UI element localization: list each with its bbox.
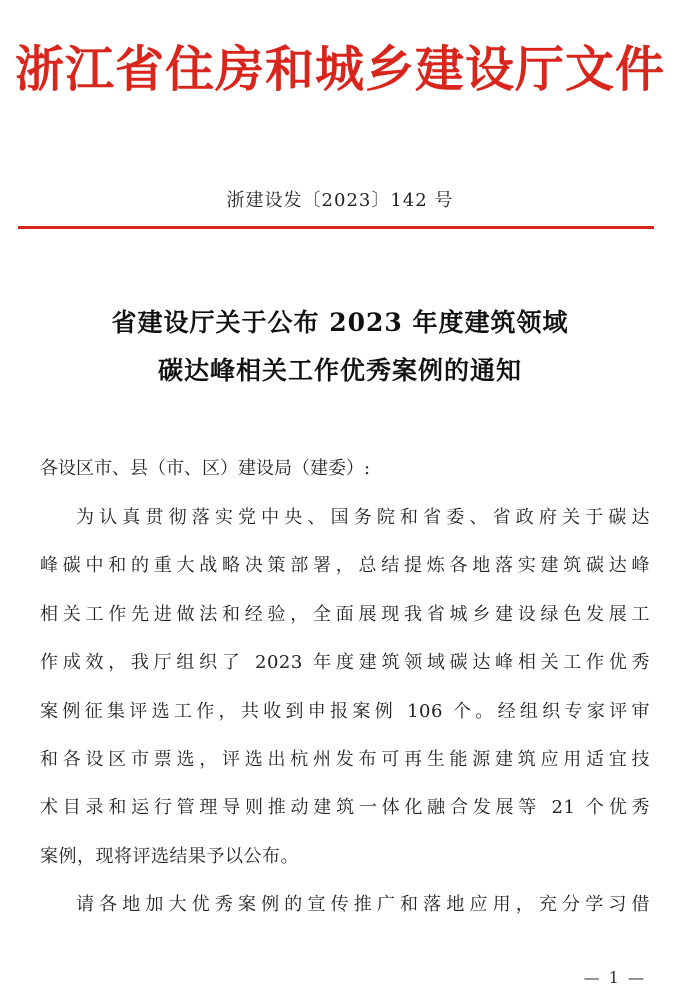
body-line: 和各设区市票选，评选出杭州发布可再生能源建筑应用适宜技 (40, 749, 650, 770)
document-number: 浙建设发〔2023〕142 号 (226, 190, 454, 211)
body-line: 相关工作先进做法和经验，全面展现我省城乡建设绿色发展工 (40, 604, 650, 625)
addressee: 各设区市、县（市、区）建设局（建委）: (40, 458, 371, 479)
red-separator-line (18, 226, 654, 229)
body-line: 作成效，我厅组织了 2023 年度建筑领域碳达峰相关工作优秀 (40, 652, 650, 673)
title-line-1: 省建设厅关于公布 2023 年度建筑领域 (111, 308, 569, 337)
body-line: 峰碳中和的重大战略决策部署，总结提炼各地落实建筑碳达峰 (40, 555, 650, 576)
body-line: 术目录和运行管理导则推动建筑一体化融合发展等 21 个优秀 (40, 797, 650, 818)
page-number: — 1 — (583, 968, 646, 987)
body-line: 案例征集评选工作，共收到申报案例 106 个。经组织专家评审 (40, 701, 650, 722)
body-line: 案例，现将评选结果予以公布。 (40, 846, 299, 867)
issuer-masthead: 浙江省住房和城乡建设厅文件 (14, 41, 665, 98)
title-line-2: 碳达峰相关工作优秀案例的通知 (157, 356, 522, 385)
body-line: 为认真贯彻落实党中央、国务院和省委、省政府关于碳达 (76, 507, 650, 528)
body-line: 请各地加大优秀案例的宣传推广和落地应用，充分学习借 (76, 894, 650, 915)
